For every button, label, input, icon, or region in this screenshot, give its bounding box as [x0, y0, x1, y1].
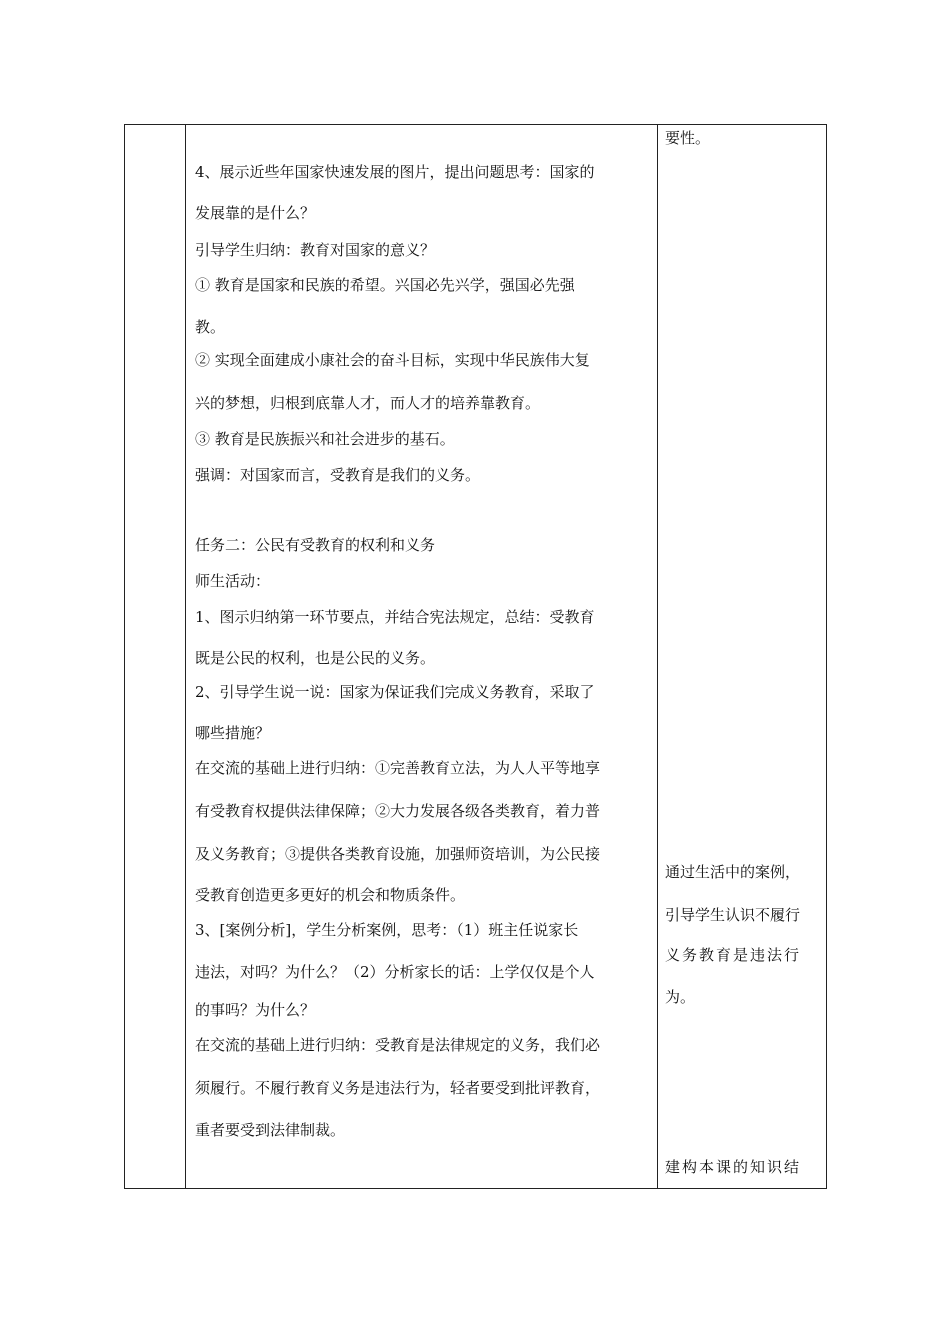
content-line: ① 教育是国家和民族的希望。兴国必先兴学，强国必先强: [195, 276, 575, 294]
content-line: 强调：对国家而言，受教育是我们的义务。: [195, 466, 481, 484]
content-line: 哪些措施？: [195, 724, 271, 742]
content-line: 师生活动：: [195, 572, 271, 590]
lesson-table: [124, 124, 827, 1189]
content-line: 受教育创造更多更好的机会和物质条件。: [195, 886, 466, 904]
content-line: 违法，对吗？为什么？（2）分析家长的话：上学仅仅是个人: [195, 963, 595, 981]
content-line: 须履行。不履行教育义务是违法行为，轻者要受到批评教育，: [195, 1079, 601, 1097]
content-line: 有受教育权提供法律保障；②大力发展各级各类教育，着力普: [195, 802, 601, 820]
column-divider-right: [657, 125, 658, 1188]
content-line: 兴的梦想，归根到底靠人才，而人才的培养靠教育。: [195, 394, 541, 412]
intent-line: 为。: [665, 988, 696, 1006]
content-line: 的事吗？为什么？: [195, 1001, 316, 1019]
section-heading: 任务二：公民有受教育的权利和义务: [195, 536, 436, 554]
intent-line: 引导学生认识不履行: [665, 906, 801, 924]
column-divider-left: [185, 125, 186, 1188]
content-line: 及义务教育；③提供各类教育设施，加强师资培训，为公民接: [195, 845, 601, 863]
intent-line: 通过生活中的案例，: [665, 863, 801, 881]
intent-line: 义务教育是违法行: [665, 946, 802, 964]
content-line: 引导学生归纳：教育对国家的意义？: [195, 241, 436, 259]
content-line: ③ 教育是民族振兴和社会进步的基石。: [195, 430, 455, 448]
intent-line: 建构本课的知识结: [665, 1158, 802, 1176]
content-line: 重者要受到法律制裁。: [195, 1121, 346, 1139]
content-line: 4、展示近些年国家快速发展的图片，提出问题思考：国家的: [195, 163, 595, 181]
content-line: ② 实现全面建成小康社会的奋斗目标，实现中华民族伟大复: [195, 351, 590, 369]
intent-line: 要性。: [665, 129, 711, 147]
content-line: 教。: [195, 318, 226, 336]
content-line: 在交流的基础上进行归纳：受教育是法律规定的义务，我们必: [195, 1036, 601, 1054]
content-line: 既是公民的权利，也是公民的义务。: [195, 649, 436, 667]
content-line: 发展靠的是什么？: [195, 204, 316, 222]
content-line: 3、[案例分析]，学生分析案例，思考：（1）班主任说家长: [195, 921, 579, 939]
content-line: 1、图示归纳第一环节要点，并结合宪法规定，总结：受教育: [195, 608, 595, 626]
content-line: 在交流的基础上进行归纳：①完善教育立法，为人人平等地享: [195, 759, 601, 777]
content-line: 2、引导学生说一说：国家为保证我们完成义务教育，采取了: [195, 683, 595, 701]
